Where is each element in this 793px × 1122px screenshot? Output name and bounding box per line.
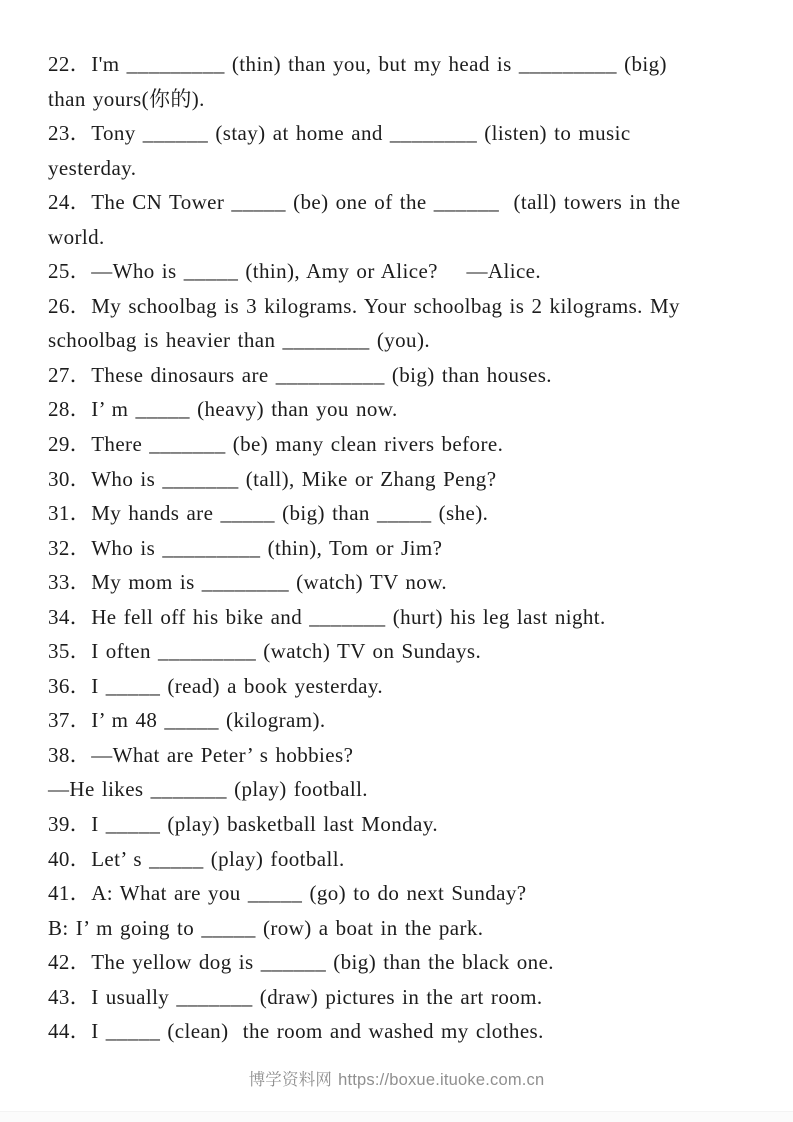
worksheet-line-41b: B: I’ m going to _____ (row) a boat in the park. [48,915,484,940]
page-bottom-edge [0,1111,793,1122]
worksheet-line-38b: —He likes _______ (play) football. [48,777,368,802]
worksheet-line-41a: 41．A: What are you _____ (go) to do next Sunday? [48,881,527,906]
worksheet-line-24a: 24．The CN Tower _____ (be) one of the ______ (tall) towers in the [48,190,681,215]
worksheet-line-25: 25．—Who is _____ (thin), Amy or Alice? —Alice. [48,259,542,284]
worksheet-line-24b: world. [48,224,105,249]
worksheet-line-23b: yesterday. [48,155,137,180]
worksheet-line-40: 40．Let’ s _____ (play) football. [48,846,345,871]
worksheet-line-23a: 23．Tony ______ (stay) at home and ________ (listen) to music [48,121,631,146]
worksheet-line-27: 27．These dinosaurs are __________ (big) than houses. [48,362,552,387]
footer-url: https://boxue.ituoke.com.cn [338,1071,545,1089]
worksheet-line-28: 28．I’ m _____ (heavy) than you now. [48,397,398,422]
worksheet-line-43: 43．I usually _______ (draw) pictures in the art room. [48,984,543,1009]
worksheet-line-22a: 22．I'm _________ (thin) than you, but my head is _________ (big) [48,52,667,76]
worksheet-line-39: 39．I _____ (play) basketball last Monday. [48,812,438,837]
worksheet-line-34: 34．He fell off his bike and _______ (hurt) his leg last night. [48,604,606,629]
worksheet-line-26a: 26．My schoolbag is 3 kilograms. Your schoolbag is 2 kilograms. My [48,293,680,318]
worksheet-line-26b: schoolbag is heavier than ________ (you). [48,328,430,353]
worksheet-line-22b: than yours(你的). [48,86,205,111]
worksheet-line-36: 36．I _____ (read) a book yesterday. [48,673,384,698]
worksheet-line-33: 33．My mom is ________ (watch) TV now. [48,570,448,595]
worksheet-line-35: 35．I often _________ (watch) TV on Sundays. [48,639,482,664]
footer-site-name: 博学资料网 [248,1071,333,1089]
worksheet-line-29: 29．There _______ (be) many clean rivers before. [48,432,504,457]
worksheet-line-44: 44．I _____ (clean) the room and washed my clothes. [48,1019,544,1044]
worksheet-line-42: 42．The yellow dog is ______ (big) than the black one. [48,950,554,975]
worksheet-line-37: 37．I’ m 48 _____ (kilogram). [48,708,326,733]
worksheet-line-30: 30．Who is _______ (tall), Mike or Zhang Peng? [48,466,497,491]
worksheet-line-38a: 38．—What are Peter’ s hobbies? [48,742,354,767]
worksheet-line-31: 31．My hands are _____ (big) than _____ (she). [48,501,489,526]
worksheet-line-32: 32．Who is _________ (thin), Tom or Jim? [48,535,443,560]
footer-watermark [0,1066,793,1090]
